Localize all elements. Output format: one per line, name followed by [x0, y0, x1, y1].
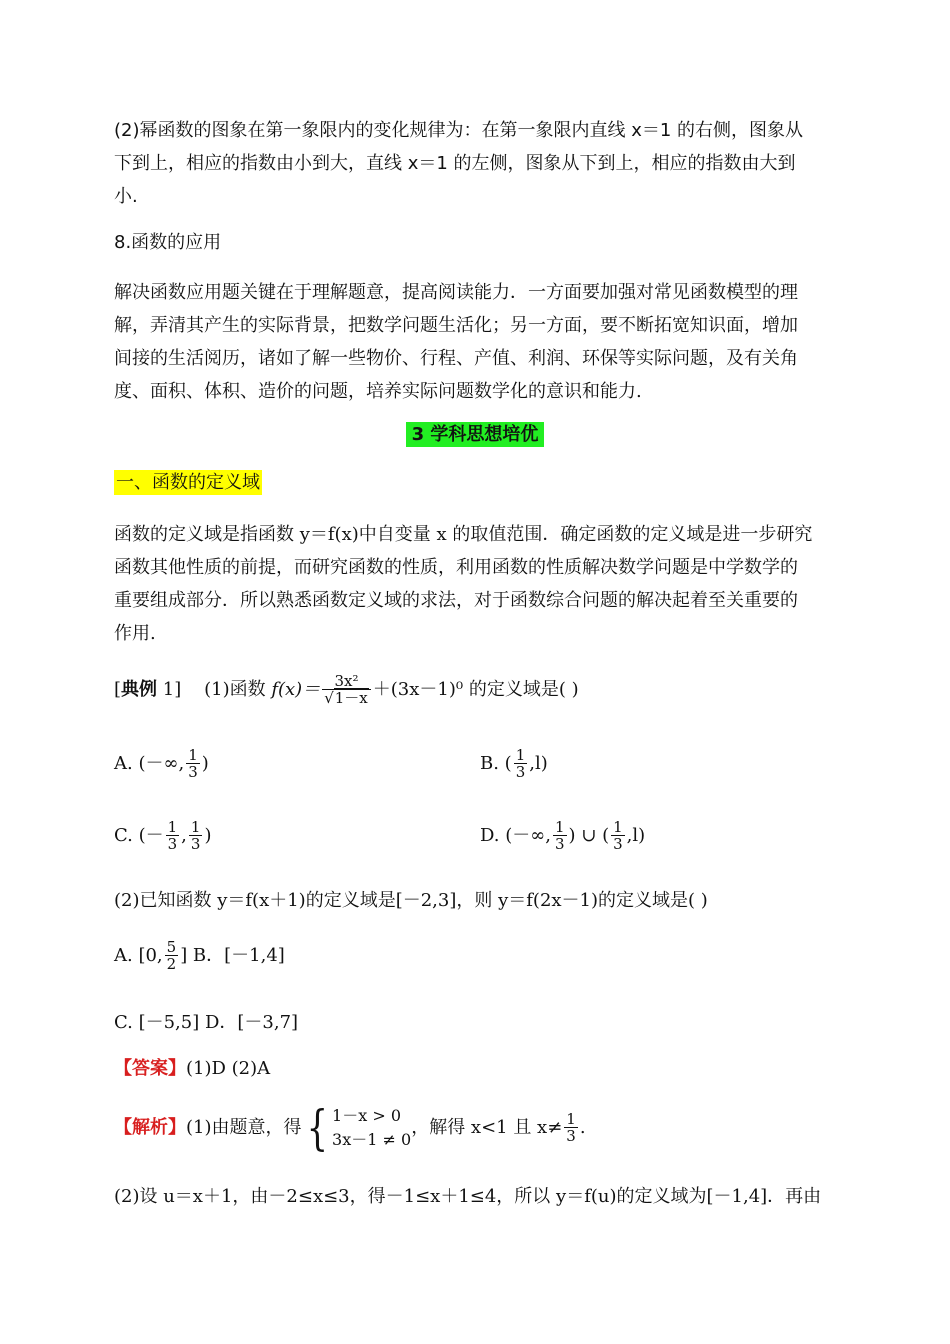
section-title: 3 学科思想培优 — [406, 422, 545, 447]
paragraph-line: 解，弄清其产生的实际背景，把数学问题生活化；另一方面，要不断拓宽知识面，增加 — [114, 315, 798, 336]
option-text: ,l) — [529, 753, 548, 774]
fraction-numerator: 1 — [167, 818, 178, 836]
inequality-system — [302, 1100, 412, 1156]
fraction-five-halves — [165, 940, 179, 972]
section-title-wrap — [0, 420, 950, 446]
fraction-one-third — [166, 820, 180, 852]
fraction-one-third — [514, 748, 528, 780]
example-tag-number: 1] — [157, 679, 182, 700]
application-paragraph — [114, 276, 838, 408]
paragraph-line: 下到上，相应的指数由小到大，直线 x＝1 的左侧，图象从下到上，相应的指数由大到 — [114, 153, 796, 174]
answer-label: 【答案】 — [114, 1058, 186, 1079]
fraction-one-third — [186, 748, 200, 780]
system-lines — [332, 1104, 411, 1152]
option-c[interactable] — [114, 818, 212, 853]
fraction-one-third — [564, 1112, 578, 1144]
paragraph-line: 函数其他性质的前提，而研究函数的性质，利用函数的性质解决数学问题是中学数学的 — [114, 557, 798, 578]
fraction-numerator: 1 — [566, 1110, 576, 1128]
paragraph-line: 作用. — [114, 623, 156, 644]
question-suffix: ＋(3x－1)⁰ 的定义域是( ) — [372, 679, 579, 700]
function-name: f(x)＝ — [271, 679, 321, 700]
option-text: B. ( — [480, 753, 512, 774]
subheading-domain: 一、函数的定义域 — [116, 472, 260, 493]
fraction-denominator: 3 — [613, 835, 623, 853]
option-text: ) — [201, 753, 209, 774]
power-function-paragraph — [114, 114, 838, 213]
subheading-wrap — [114, 466, 838, 499]
fraction-denominator: 3 — [566, 1127, 576, 1145]
option-d[interactable] — [480, 820, 645, 852]
answer-text: (1)D (2)A — [186, 1058, 271, 1079]
fraction-denominator: 3 — [167, 835, 178, 853]
question-prefix: (1)函数 — [204, 679, 272, 700]
fraction-numerator: 1 — [613, 818, 623, 836]
options-row-cd — [114, 820, 838, 852]
paragraph-line: 解决函数应用题关键在于理解题意，提高阅读能力．一方面要加强对常见函数模型的理 — [114, 282, 798, 303]
q2-option-a[interactable] — [114, 938, 285, 973]
option-text: ] B．[－1,4] — [180, 945, 285, 966]
option-text: D. (－∞, — [480, 825, 551, 846]
left-brace-icon: { — [306, 1100, 328, 1156]
fraction-numerator: 5 — [166, 938, 177, 956]
paragraph-line: 函数的定义域是指函数 y＝f(x)中自变量 x 的取值范围．确定函数的定义域是进一步研究 — [114, 524, 813, 545]
paragraph-line: 小. — [114, 186, 138, 207]
fraction-one-third — [611, 820, 625, 852]
option-text: A. (－∞, — [114, 753, 185, 774]
paragraph-line: 重要组成部分．所以熟悉函数定义域的求法，对于函数综合问题的解决起着至关重要的 — [114, 590, 798, 611]
example-tag-bracket: [ — [114, 679, 122, 700]
fraction-one-third — [189, 820, 203, 852]
fraction-numerator: 1 — [190, 818, 201, 836]
fraction-denominator: 3 — [554, 835, 565, 853]
analysis-label: 【解析】 — [114, 1117, 186, 1138]
analysis-text: ，解得 x<1 且 x≠ — [411, 1117, 563, 1138]
option-text: ) — [204, 825, 212, 846]
q2-options-ab — [114, 940, 838, 972]
fraction-denominator: 2 — [166, 955, 177, 973]
answer-line — [114, 1052, 838, 1085]
option-b[interactable] — [480, 748, 548, 780]
option-text: A. [0, — [114, 945, 163, 966]
section-heading-function-application: 8.函数的应用 — [114, 232, 222, 253]
option-a[interactable] — [114, 746, 209, 781]
fraction-numerator: 1 — [554, 818, 565, 836]
sqrt-radicand: 1－x — [334, 689, 368, 707]
fraction-numerator: 1 — [188, 746, 198, 764]
fraction-denominator: 3 — [515, 763, 526, 781]
paragraph-line: 度、面积、体积、造价的问题，培养实际问题数学化的意识和能力. — [114, 381, 642, 402]
domain-paragraph — [114, 518, 838, 650]
option-text: ,l) — [626, 825, 646, 846]
option-text: , — [181, 825, 187, 846]
q2-options-cd: C. [－5,5] D．[－3,7] — [114, 1012, 299, 1033]
analysis-text: . — [579, 1117, 586, 1138]
options-row-ab — [114, 748, 838, 780]
fraction-denominator: 3 — [188, 763, 198, 781]
analysis-line1 — [114, 1100, 838, 1156]
analysis-line2: (2)设 u＝x＋1，由－2≤x≤3，得－1≤x＋1≤4，所以 y＝f(u)的定义域为[－1,4]．再由 — [114, 1186, 822, 1207]
fraction-numerator: 1 — [515, 746, 526, 764]
fraction-one-third — [553, 820, 567, 852]
system-line: 1－x > 0 — [332, 1106, 402, 1125]
example1-question1 — [114, 668, 838, 712]
system-line: 3x－1 ≠ 0 — [332, 1130, 412, 1149]
fraction-denominator: 3 — [190, 835, 201, 853]
analysis-text: (1)由题意，得 — [186, 1117, 302, 1138]
example-tag: 典例 — [121, 679, 158, 700]
fraction-numerator: 3x² — [322, 674, 371, 690]
option-text: ) ∪ ( — [568, 825, 610, 846]
fraction — [322, 674, 371, 706]
paragraph-line: (2)幂函数的图象在第一象限内的变化规律为：在第一象限内直线 x＝1 的右侧，图象从 — [114, 120, 804, 141]
paragraph-line: 间接的生活阅历，诸如了解一些物价、行程、产值、利润、环保等实际问题，及有关角 — [114, 348, 798, 369]
fraction-denominator: √1－x — [324, 689, 368, 707]
option-text: C. (－ — [114, 825, 164, 846]
example1-question2: (2)已知函数 y＝f(x＋1)的定义域是[－2,3]，则 y＝f(2x－1)的定义域是( ) — [114, 890, 708, 911]
